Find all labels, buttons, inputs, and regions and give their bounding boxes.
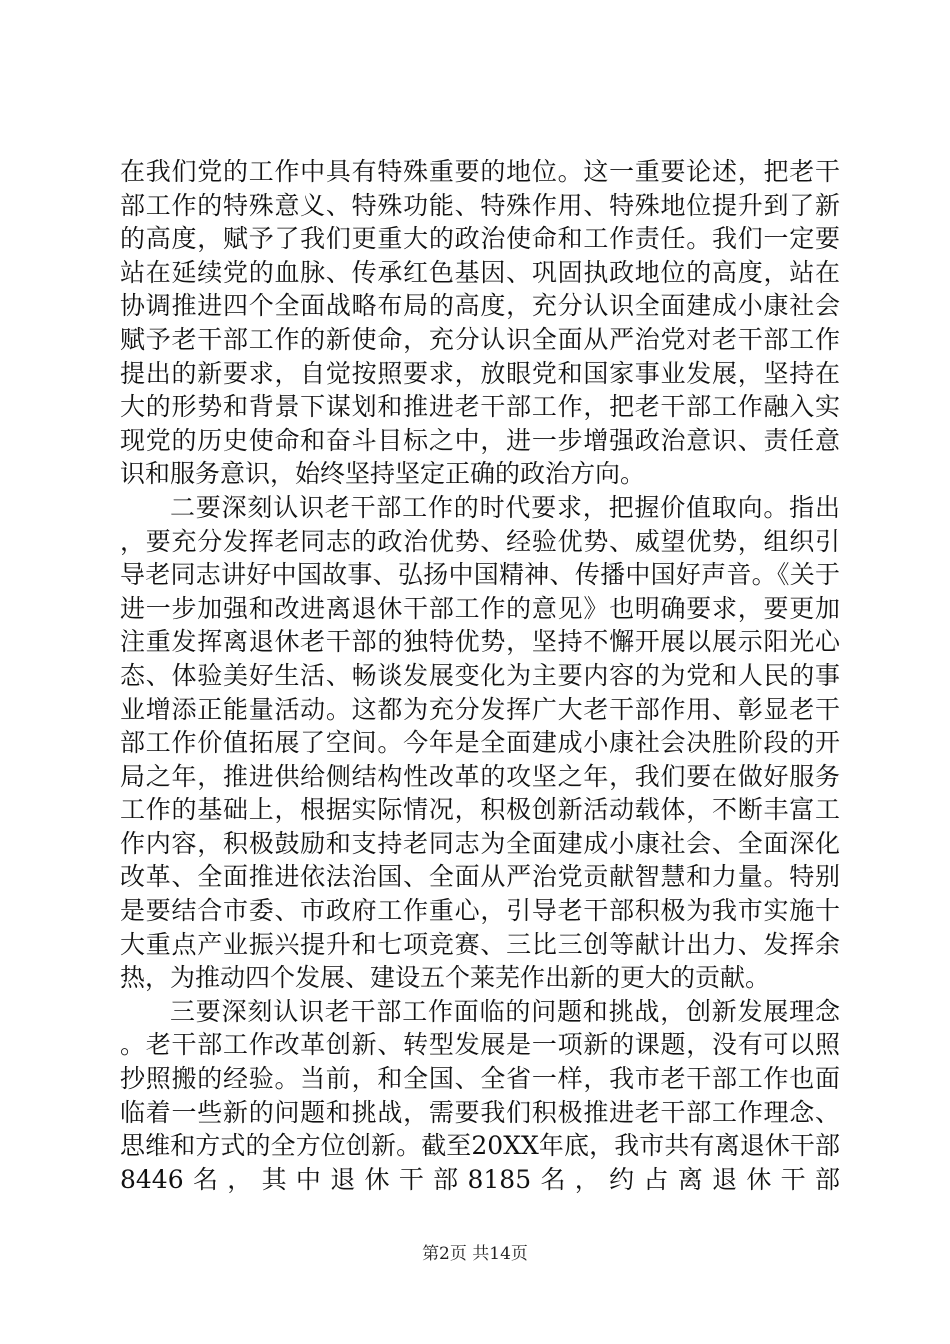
paragraph-1: 在我们党的工作中具有特殊重要的地位。这一重要论述，把老干部工作的特殊意义、特殊功能、特殊作用、特殊地位提升到了新的高度，赋予了我们更重大的政治使命和工作责任。我们一定要站在延续党的血脉、传承红色基因、巩固执政地位的高度，站在协调推进四个全面战略布局的高度，充分认识全面建成小康社会赋予老干部工作的新使命，充分认识全面从严治党对老干部工作提出的新要求，自觉按照要求，放眼党和国家事业发展，坚持在大的形势和背景下谋划和推进老干部工作，把老干部工作融入实现党的历史使命和奋斗目标之中，进一步增强政治意识、责任意识和服务意识，始终坚持坚定正确的政治方向。 [120, 157, 840, 489]
paragraph-2: 二要深刻认识老干部工作的时代要求，把握价值取向。指出，要充分发挥老同志的政治优势、经验优势、威望优势，组织引导老同志讲好中国故事、弘扬中国精神、传播中国好声音。《关于进一步加强和改进离退休干部工作的意见》也明确要求，要更加注重发挥离退休老干部的独特优势，坚持不懈开展以展示阳光心态、体验美好生活、畅谈发展变化为主要内容的为党和人民的事业增添正能量活动。这都为充分发挥广大老干部作用、彰显老干部工作价值拓展了空间。今年是全面建成小康社会决胜阶段的开局之年，推进供给侧结构性改革的攻坚之年，我们要在做好服务工作的基础上，根据实际情况，积极创新活动载体，不断丰富工作内容，积极鼓励和支持老同志为全面建成小康社会、全面深化改革、全面推进依法治国、全面从严治党贡献智慧和力量。特别是要结合市委、市政府工作重心，引导老干部积极为我市实施十大重点产业振兴提升和七项竞赛、三比三创等献计出力、发挥余热，为推动四个发展、建设五个莱芜作出新的更大的贡献。 [120, 492, 840, 993]
paragraph-3: 三要深刻认识老干部工作面临的问题和挑战，创新发展理念。老干部工作改革创新、转型发展是一项新的课题，没有可以照抄照搬的经验。当前，和全国、全省一样，我市老干部工作也面临着一些新的问题和挑战，需要我们积极推进老干部工作理念、思维和方式的全方位创新。截至20XX年底，我市共有离退休干部8446名，其中退休干部8185名，约占离退休干部 [120, 996, 840, 1194]
page-footer: 第2页 共14页 [422, 1244, 528, 1264]
body-text [120, 155, 840, 1196]
